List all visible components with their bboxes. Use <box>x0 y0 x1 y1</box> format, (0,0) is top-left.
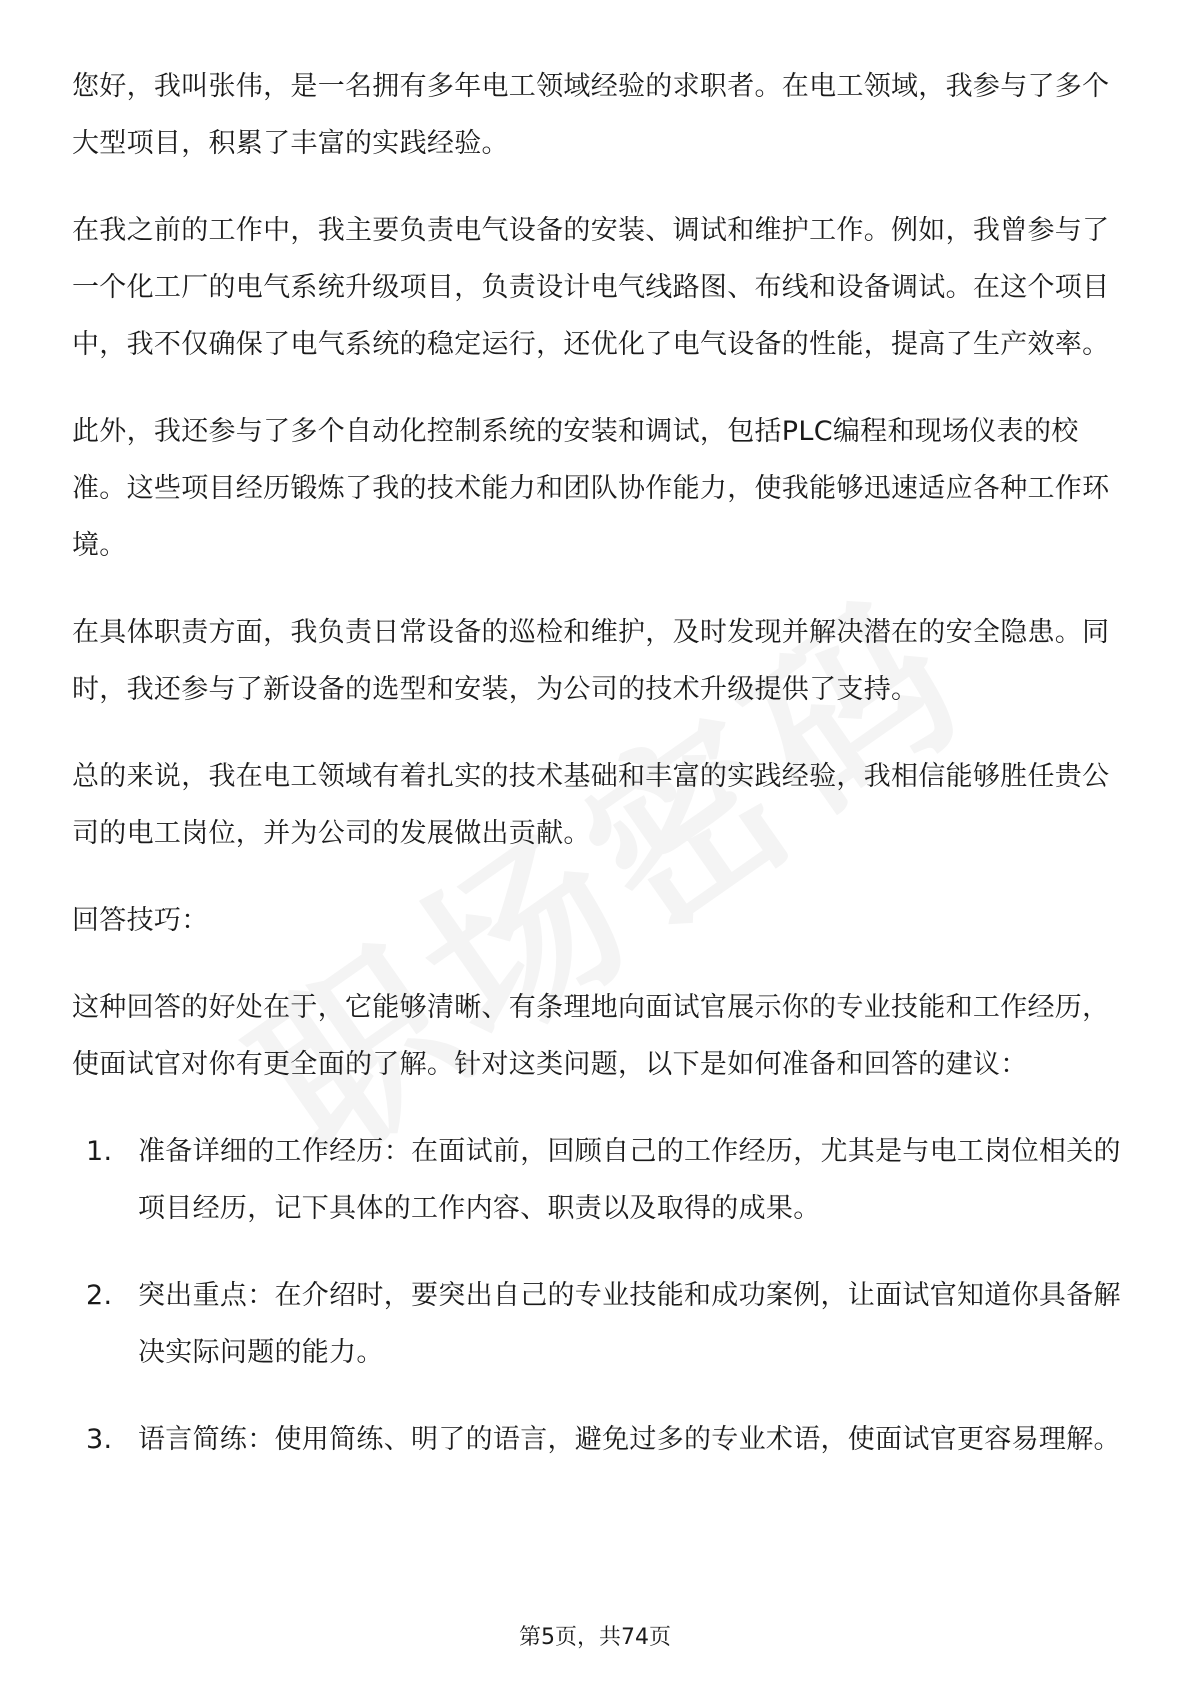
list-item-text: 突出重点：在介绍时，要突出自己的专业技能和成功案例，让面试官知道你具备解决实际问题的能力。 <box>138 1280 1121 1368</box>
paragraph-intro: 您好，我叫张伟，是一名拥有多年电工领域经验的求职者。在电工领域，我参与了多个大型项目，积累了丰富的实践经验。 <box>72 71 1110 159</box>
list-item <box>86 1267 1122 1381</box>
list-item-number: 2. <box>86 1280 113 1311</box>
document-body <box>72 58 1122 1498</box>
tips-intro: 这种回答的好处在于，它能够清晰、有条理地向面试官展示你的专业技能和工作经历，使面试官对你有更全面的了解。针对这类问题，以下是如何准备和回答的建议： <box>72 992 1110 1080</box>
paragraph-summary: 总的来说，我在电工领域有着扎实的技术基础和丰富的实践经验，我相信能够胜任贵公司的电工岗位，并为公司的发展做出贡献。 <box>72 761 1110 849</box>
paragraph-previous-work: 在我之前的工作中，我主要负责电气设备的安装、调试和维护工作。例如，我曾参与了一个化工厂的电气系统升级项目，负责设计电气线路图、布线和设备调试。在这个项目中，我不仅确保了电气系统的稳定运行，还优化了电气设备的性能，提高了生产效率。 <box>72 215 1110 360</box>
list-item <box>86 1411 1122 1468</box>
page-footer: 第5页，共74页 <box>519 1625 671 1650</box>
tips-label: 回答技巧： <box>72 905 209 936</box>
list-item-number: 3. <box>86 1424 113 1455</box>
tips-list <box>72 1123 1122 1468</box>
list-item <box>86 1123 1122 1237</box>
list-item-text: 语言简练：使用简练、明了的语言，避免过多的专业术语，使面试官更容易理解。 <box>138 1424 1121 1455</box>
paragraph-automation: 此外，我还参与了多个自动化控制系统的安装和调试，包括PLC编程和现场仪表的校准。这些项目经历锻炼了我的技术能力和团队协作能力，使我能够迅速适应各种工作环境。 <box>72 416 1110 561</box>
list-item-number: 1. <box>86 1136 113 1167</box>
paragraph-responsibilities: 在具体职责方面，我负责日常设备的巡检和维护，及时发现并解决潜在的安全隐患。同时，我还参与了新设备的选型和安装，为公司的技术升级提供了支持。 <box>72 617 1110 705</box>
list-item-text: 准备详细的工作经历：在面试前，回顾自己的工作经历，尤其是与电工岗位相关的项目经历，记下具体的工作内容、职责以及取得的成果。 <box>138 1136 1121 1224</box>
